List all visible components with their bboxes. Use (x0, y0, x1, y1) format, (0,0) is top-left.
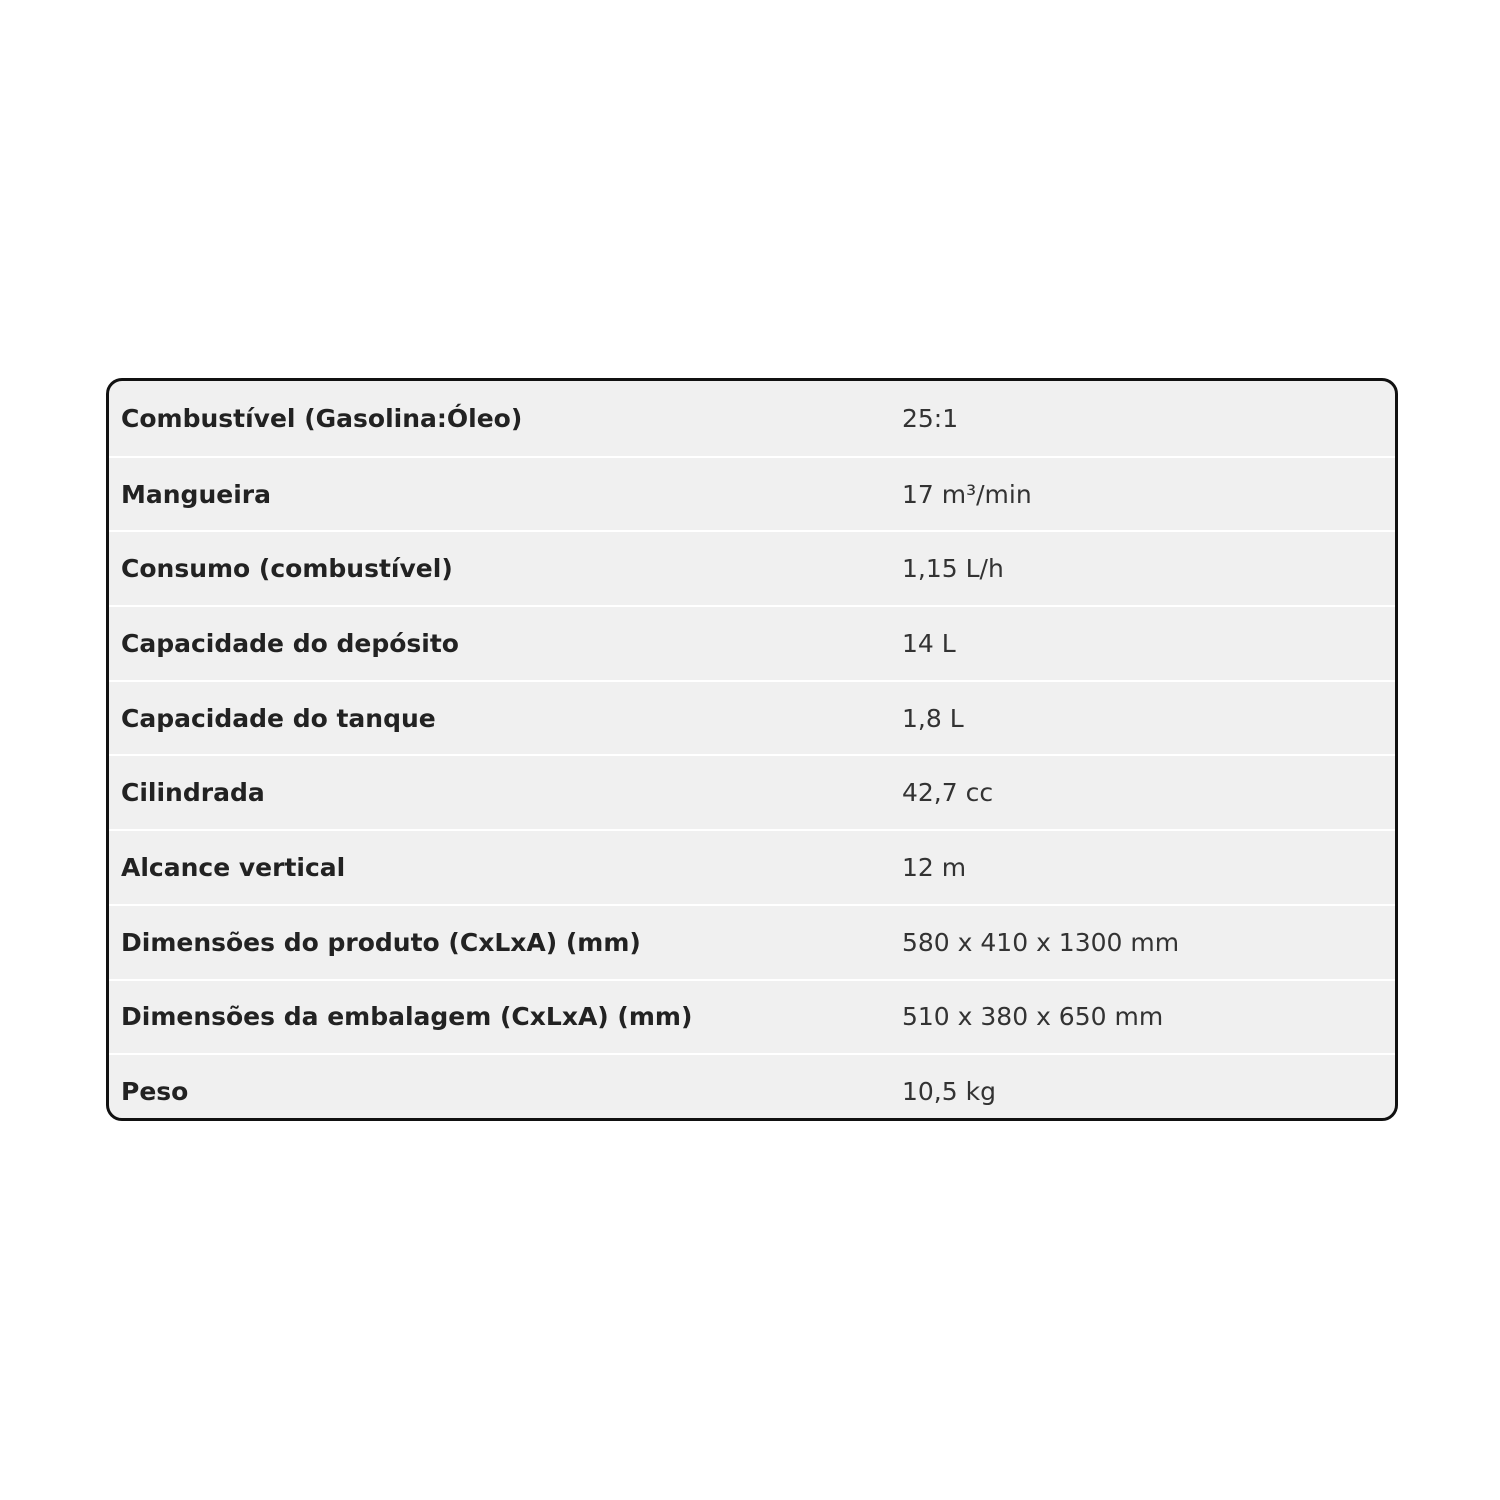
spec-label: Cilindrada (121, 778, 265, 808)
spec-value: 1,8 L (902, 703, 964, 733)
spec-value: 14 L (902, 628, 956, 658)
table-row (109, 456, 1395, 531)
table-row (109, 979, 1395, 1054)
spec-label: Capacidade do tanque (121, 703, 436, 733)
spec-label: Mangueira (121, 479, 271, 509)
table-row (109, 1053, 1395, 1121)
spec-table (106, 378, 1398, 1121)
spec-value: 10,5 kg (902, 1077, 996, 1107)
table-row (109, 381, 1395, 456)
spec-label: Dimensões da embalagem (CxLxA) (mm) (121, 1002, 693, 1032)
spec-label: Dimensões do produto (CxLxA) (mm) (121, 927, 641, 957)
table-row (109, 530, 1395, 605)
spec-label: Peso (121, 1077, 189, 1107)
table-row (109, 680, 1395, 755)
spec-value: 25:1 (902, 403, 959, 433)
spec-value: 1,15 L/h (902, 554, 1004, 584)
spec-value: 42,7 cc (902, 778, 994, 808)
spec-label: Combustível (Gasolina:Óleo) (121, 403, 523, 433)
table-row (109, 904, 1395, 979)
spec-value: 510 x 380 x 650 mm (902, 1002, 1164, 1032)
spec-label: Alcance vertical (121, 852, 346, 882)
table-row (109, 754, 1395, 829)
spec-label: Consumo (combustível) (121, 554, 453, 584)
table-row (109, 829, 1395, 904)
spec-value: 17 m³/min (902, 479, 1032, 509)
spec-value: 12 m (902, 852, 967, 882)
table-row (109, 605, 1395, 680)
spec-value: 580 x 410 x 1300 mm (902, 927, 1180, 957)
spec-label: Capacidade do depósito (121, 628, 459, 658)
